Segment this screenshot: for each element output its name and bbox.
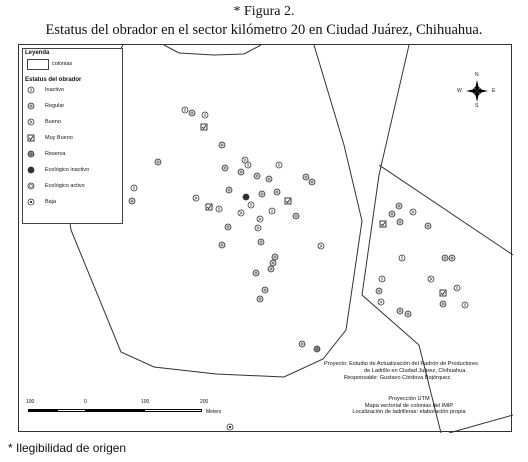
obrador-site-circle-b[interactable] — [193, 195, 199, 201]
legend-item-label: Muy Bueno — [45, 135, 73, 141]
obrador-site-circle-dots[interactable] — [309, 179, 315, 185]
legend-item-label: Ecológico activo — [45, 183, 85, 189]
obrador-site-circle-dots[interactable] — [226, 187, 232, 193]
circle-dark-icon — [27, 166, 35, 174]
obrador-site-square-check[interactable] — [285, 198, 291, 204]
obrador-site-circle-b[interactable] — [428, 276, 434, 282]
figure-label: * Figura 2. — [233, 4, 295, 19]
obrador-site-circle-dots[interactable] — [219, 142, 225, 148]
source-info — [324, 396, 494, 416]
obrador-site-circle-dots[interactable] — [262, 287, 268, 293]
legend-item-label: Inactivo — [45, 87, 64, 93]
legend-item — [27, 85, 64, 95]
obrador-site-circle-dots[interactable] — [303, 174, 309, 180]
obrador-site-circle-i[interactable] — [131, 185, 137, 191]
project-info — [324, 361, 494, 382]
legend-item — [27, 197, 56, 207]
obrador-site-circle-dots[interactable] — [253, 270, 259, 276]
scale-tick: 200 — [200, 399, 209, 405]
figure-title: Estatus del obrador en el sector kilómetro 20 en Ciudad Juárez, Chihuahua. — [45, 22, 483, 38]
obrador-site-circle-i[interactable] — [269, 208, 275, 214]
obrador-site-circle-i[interactable] — [202, 112, 208, 118]
legend-item — [27, 133, 73, 143]
obrador-site-circle-i[interactable] — [399, 255, 405, 261]
obrador-site-circle-dots[interactable] — [219, 242, 225, 248]
scale-tick: 100 — [141, 399, 150, 405]
north-label: N — [475, 72, 479, 78]
obrador-site-circle-i[interactable] — [216, 206, 222, 212]
scale-segment — [144, 409, 202, 412]
colonia-boundary — [449, 415, 513, 433]
obrador-site-circle-dots[interactable] — [299, 341, 305, 347]
obrador-site-circle-dots[interactable] — [258, 239, 264, 245]
legend-item — [27, 117, 61, 127]
obrador-site-circle-dots[interactable] — [376, 288, 382, 294]
obrador-site-circle-b[interactable] — [410, 209, 416, 215]
legend-item-label: Reserva — [45, 151, 66, 157]
circle-dot-icon — [27, 198, 35, 206]
project-line: Proyecto: Estudio de Actualización del Padrón de Productores — [324, 361, 478, 367]
legend-item-label: Bueno — [45, 119, 61, 125]
obrador-site-circle-dots[interactable] — [268, 266, 274, 272]
obrador-site-circle-dark[interactable] — [243, 194, 249, 200]
project-line: de Ladrillo en Ciudad Juárez, Chihuahua. — [364, 368, 467, 374]
obrador-site-circle-dots[interactable] — [293, 213, 299, 219]
obrador-site-circle-dots[interactable] — [155, 159, 161, 165]
obrador-site-circle-dots[interactable] — [405, 311, 411, 317]
legend-item — [27, 165, 89, 175]
south-label: S — [475, 103, 479, 109]
obrador-site-circle-dots[interactable] — [254, 173, 260, 179]
map-frame[interactable] — [18, 44, 512, 432]
source-line: Mapa vectorial de colonias del IMIP — [364, 402, 454, 409]
obrador-site-circle-i[interactable] — [276, 162, 282, 168]
obrador-site-circle-dots[interactable] — [189, 110, 195, 116]
footnote: * Ilegibilidad de origen — [8, 441, 127, 455]
obrador-site-circle-i[interactable] — [245, 162, 251, 168]
legend-item-label: Ecológico inactivo — [45, 167, 90, 173]
map-legend — [22, 48, 123, 224]
scale-tick: 0 — [84, 399, 87, 405]
obrador-site-circle-dots[interactable] — [238, 169, 244, 175]
legend-item-label: Baja — [45, 199, 57, 205]
obrador-site-circle-dots[interactable] — [266, 176, 272, 182]
scale-unit: Meters — [206, 409, 222, 415]
legend-polygon-label: colonias — [52, 61, 73, 67]
obrador-site-circle-i[interactable] — [462, 302, 468, 308]
obrador-site-circle-dots[interactable] — [274, 189, 280, 195]
obrador-site-circle-dots[interactable] — [129, 198, 135, 204]
source-line: Localización de ladrilleras: elaboración propia — [352, 409, 466, 415]
obrador-site-circle-dots[interactable] — [442, 255, 448, 261]
west-label: W — [457, 88, 462, 94]
source-line: Proyección UTM — [388, 396, 430, 402]
square-check-icon — [27, 134, 35, 142]
obrador-site-circle-dots[interactable] — [259, 191, 265, 197]
scale-segment — [86, 409, 144, 412]
obrador-site-circle-dots[interactable] — [222, 165, 228, 171]
colonia-boundary — [164, 45, 261, 55]
legend-status-title: Estatus del obrador — [25, 77, 82, 83]
obrador-site-square-check[interactable] — [440, 290, 446, 296]
obrador-site-circle-i[interactable] — [454, 285, 460, 291]
obrador-site-circle-dots[interactable] — [449, 255, 455, 261]
circle-grid-icon — [27, 150, 35, 158]
obrador-site-circle-dots[interactable] — [389, 211, 395, 217]
obrador-site-circle-dots[interactable] — [225, 224, 231, 230]
circle-i-icon — [27, 86, 35, 94]
obrador-site-circle-b[interactable] — [318, 243, 324, 249]
project-line: Responsable: Gustavo Córdova Bojórquez. — [344, 375, 452, 381]
legend-title: Leyenda — [25, 50, 50, 56]
obrador-site-circle-dots[interactable] — [272, 254, 278, 260]
obrador-site-circle-dots[interactable] — [396, 203, 402, 209]
legend-item-label: Regular — [45, 103, 65, 109]
scale-bar — [26, 399, 236, 419]
obrador-site-circle-grid[interactable] — [314, 346, 320, 352]
obrador-site-circle-b[interactable] — [255, 225, 261, 231]
north-arrow — [457, 72, 496, 109]
scale-tick: 100 — [26, 399, 35, 405]
compass-icon — [463, 77, 491, 105]
obrador-site-circle-i[interactable] — [182, 107, 188, 113]
legend-item — [27, 149, 65, 159]
colonia-boundary — [379, 165, 513, 255]
obrador-site-circle-dots[interactable] — [257, 296, 263, 302]
obrador-site-circle-b[interactable] — [378, 299, 384, 305]
east-label: E — [492, 88, 496, 94]
obrador-site-circle-dots[interactable] — [440, 301, 446, 307]
obrador-site-circle-dots[interactable] — [270, 260, 276, 266]
circle-b-icon — [27, 118, 35, 126]
obrador-site-circle-dots[interactable] — [425, 223, 431, 229]
colonias-swatch — [27, 59, 49, 70]
obrador-site-circle-i[interactable] — [379, 276, 385, 282]
obrador-site-square-check[interactable] — [201, 124, 207, 130]
obrador-site-circle-dot[interactable] — [227, 424, 233, 430]
legend-item — [27, 181, 85, 191]
obrador-site-circle-i[interactable] — [248, 202, 254, 208]
circle-dots-icon — [27, 102, 35, 110]
circle-ring-icon — [27, 182, 35, 190]
obrador-site-circle-dots[interactable] — [397, 308, 403, 314]
legend-item — [27, 101, 64, 111]
obrador-site-circle-b[interactable] — [238, 210, 244, 216]
obrador-site-square-check[interactable] — [206, 204, 212, 210]
scale-segment — [28, 409, 57, 412]
obrador-site-circle-b[interactable] — [257, 216, 263, 222]
scale-segment — [57, 409, 86, 412]
obrador-site-circle-dots[interactable] — [397, 219, 403, 225]
obrador-site-square-check[interactable] — [380, 221, 386, 227]
